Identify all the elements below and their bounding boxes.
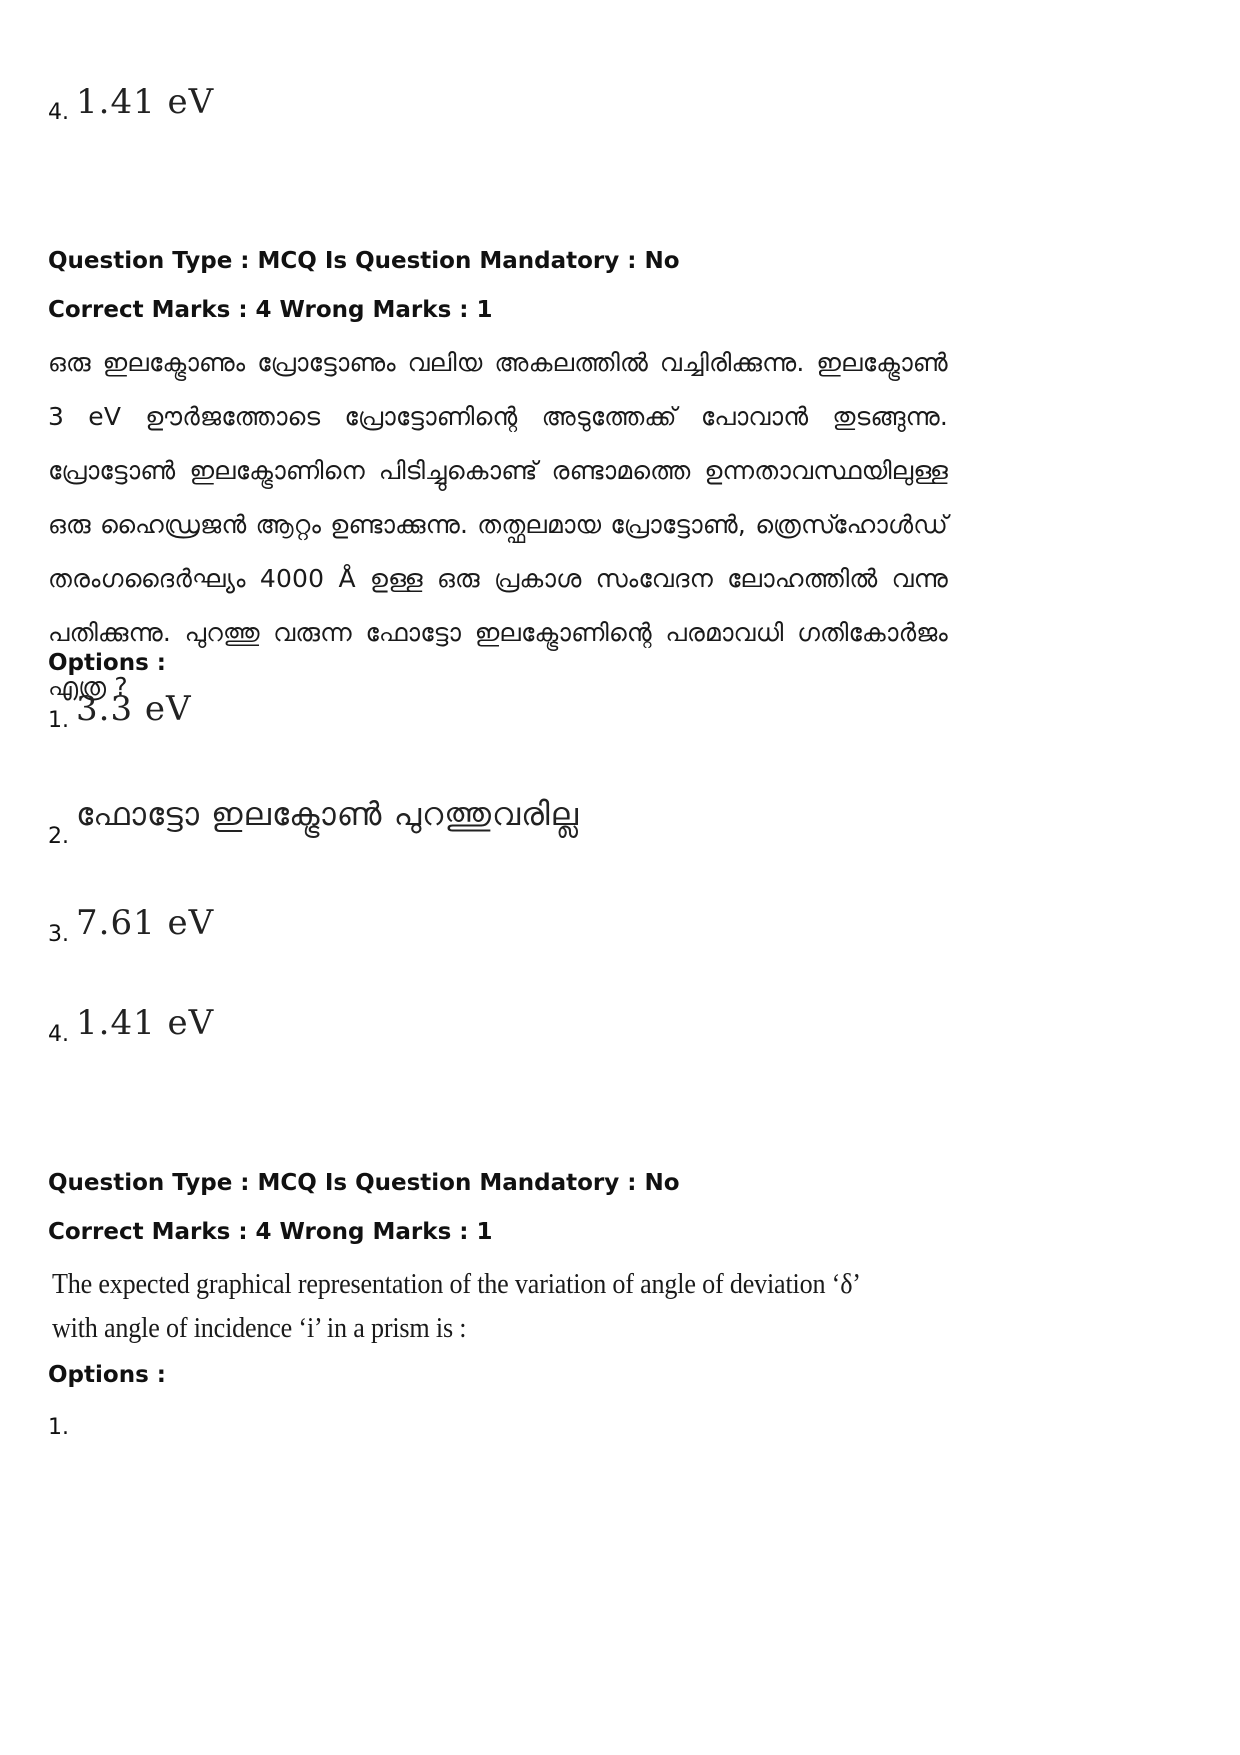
option-number: 4.: [48, 1022, 69, 1047]
question-type-line: Question Type : MCQ Is Question Mandatory : No: [48, 248, 680, 274]
option-number: 1.: [48, 1415, 69, 1440]
question-text: ഒരു ഇലക്ട്രോണും പ്രോട്ടോണും വലിയ അകലത്തിൽ വച്ചിരിക്കുന്നു. ഇലക്ട്രോൺ 3 eV ഊർജത്തോടെ പ്രോട്ടോണിന്റെ അടുത്തേക്ക് പോവാൻ തുടങ്ങുന്നു. പ്രോട്ടോൺ ഇലക്ട്രോണിനെ പിടിച്ചുകൊണ്ട് രണ്ടാമത്തെ ഉന്നതാവസ്ഥയിലുള്ള ഒരു ഹൈഡ്രജൻ ആറ്റം ഉണ്ടാക്കുന്നു. തത്ഫലമായ പ്രോട്ടോൺ, ത്രെസ്ഹോൾഡ് തരംഗദൈർഘ്യം 4000 Å ഉള്ള ഒരു പ്രകാശ സംവേദന ലോഹത്തിൽ വന്നു പതിക്കുന്നു. പുറത്തു വരുന്ന ഫോട്ടോ ഇലക്ട്രോണിന്റെ പരമാവധി ഗതികോർജം എത്ര ?: [48, 348, 948, 701]
marks-line: Correct Marks : 4 Wrong Marks : 1: [48, 297, 493, 323]
question-type-line: Question Type : MCQ Is Question Mandatory : No: [48, 1170, 680, 1196]
exam-page: [48, 0, 1198, 1755]
option-value: 7.61 eV: [76, 903, 215, 943]
marks-line: Correct Marks : 4 Wrong Marks : 1: [48, 1219, 493, 1245]
option-value: ഫോട്ടോ ഇലക്ട്രോൺ പുറത്തുവരില്ല: [76, 795, 579, 833]
option-number: 1.: [48, 708, 69, 733]
question-text: The expected graphical representation of the variation of angle of deviation ‘δ’ with angle of incidence ‘i’ in a prism is :: [52, 1268, 859, 1344]
options-label: Options :: [48, 650, 166, 676]
option-number: 3.: [48, 922, 69, 947]
option-value: 1.41 eV: [76, 1003, 215, 1043]
option-number: 4.: [48, 100, 69, 125]
option-value: 3.3 eV: [76, 689, 192, 729]
option-value: 1.41 eV: [76, 82, 215, 122]
options-label: Options :: [48, 1362, 166, 1388]
option-number: 2.: [48, 824, 69, 849]
